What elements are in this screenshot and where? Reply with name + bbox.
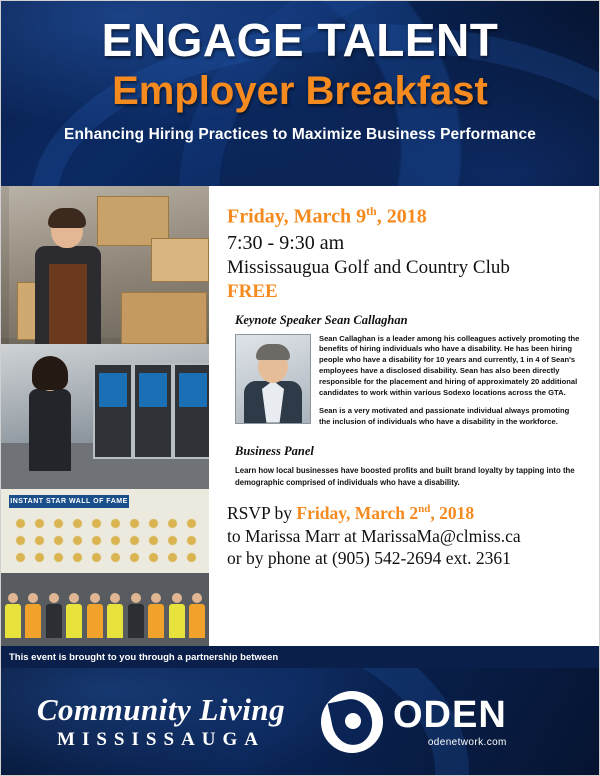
- rsvp-email-line[interactable]: to Marissa Marr at MarissaMa@clmiss.ca: [227, 525, 521, 546]
- keynote-speaker-block: [235, 334, 581, 436]
- event-price: FREE: [227, 280, 278, 302]
- oden-logo-name: ODEN: [393, 694, 507, 736]
- photo-kiosk-worker: [1, 344, 209, 489]
- group-of-people-icon: [5, 576, 205, 638]
- keynote-speaker-heading: Keynote Speaker Sean Callaghan: [235, 312, 408, 327]
- award-stars-icon: [11, 515, 197, 565]
- rsvp-prefix: RSVP by: [227, 503, 297, 524]
- speaker-portrait: [235, 334, 311, 424]
- rsvp-block: [227, 502, 581, 569]
- photo-warehouse-worker: [1, 186, 209, 344]
- partnership-text: This event is brought to you through a partnership between: [9, 651, 279, 663]
- poster-footer: [1, 668, 599, 776]
- oden-swirl-icon: [321, 691, 383, 753]
- box-icon: [151, 238, 209, 282]
- event-date-text: Friday, March 9: [227, 205, 367, 228]
- rsvp-phone-line: or by phone at (905) 542-2694 ext. 2361: [227, 548, 511, 569]
- community-living-logo-line-2: MISSISSAUGA: [57, 728, 265, 750]
- kiosk-icon: [133, 363, 173, 459]
- kiosk-icon: [173, 363, 209, 459]
- poster-body: [1, 186, 599, 646]
- event-date-year: , 2018: [376, 205, 427, 228]
- event-details: [209, 186, 599, 646]
- page-title: ENGAGE TALENT: [101, 14, 499, 66]
- photo-group: [1, 489, 209, 646]
- rsvp-deadline-year: , 2018: [430, 503, 475, 524]
- wall-of-fame-banner-label: INSTANT STAR WALL OF FAME: [10, 498, 128, 505]
- person-figure-icon: [23, 361, 77, 471]
- keynote-speaker-bio-paragraph-2: Sean is a very motivated and passionate individual always promoting the inclusion of individuals who have a disability in the workforce.: [319, 406, 570, 427]
- business-panel-text: Learn how local businesses have boosted profits and built brand loyalty by tapping into the demographic comprised of individuals who have a disability.: [235, 465, 575, 487]
- event-venue: Mississaugua Golf and Country Club: [227, 256, 510, 278]
- wall-of-fame-icon: [1, 489, 209, 576]
- oden-logo: [321, 691, 507, 753]
- keynote-speaker-bio-paragraph-1: Sean Callaghan is a leader among his colleagues actively promoting the benefits of hiring individuals who have a disability. He has been hiring people who have a disability for 10 years and currently, 1 in 4 of Sean's employees have a disclosed disability. Sean has also been directly responsible for the placement and hiring of approximately 20 additional candidates to work within various Sodexo locations across the GTA.: [319, 333, 580, 397]
- community-living-logo: [1, 691, 321, 751]
- rsvp-deadline: Friday, March 2: [296, 503, 419, 524]
- business-panel-heading: Business Panel: [235, 443, 314, 458]
- partnership-bar: [1, 646, 599, 668]
- wall-of-fame-banner: [9, 495, 129, 508]
- keynote-speaker-bio: [319, 334, 581, 436]
- event-date: [227, 204, 581, 229]
- rsvp-deadline-suffix: nd: [418, 503, 431, 516]
- kiosk-icon: [93, 363, 133, 459]
- box-icon: [121, 292, 207, 344]
- community-living-logo-line-1: Community Living: [36, 691, 286, 727]
- page-subtitle: Employer Breakfast: [112, 68, 488, 113]
- tagline: Enhancing Hiring Practices to Maximize Business Performance: [64, 125, 536, 143]
- rsvp-line-1: [227, 502, 581, 524]
- event-time: 7:30 - 9:30 am: [227, 231, 345, 254]
- event-date-suffix: th: [366, 204, 377, 218]
- photo-column: [1, 186, 209, 646]
- oden-logo-url[interactable]: odenetwork.com: [427, 737, 507, 748]
- person-figure-icon: [35, 212, 101, 344]
- poster-header: [1, 1, 599, 186]
